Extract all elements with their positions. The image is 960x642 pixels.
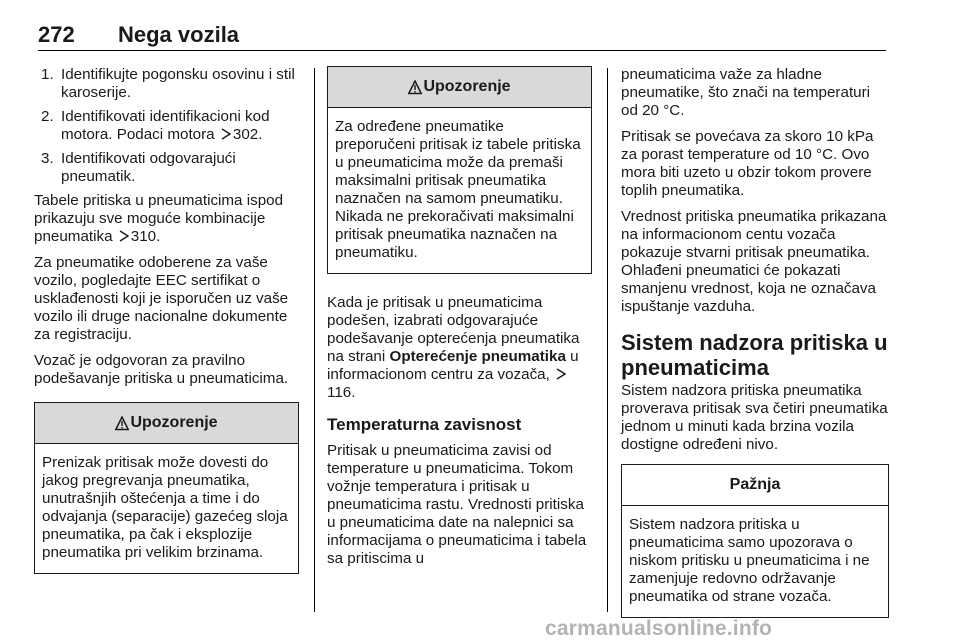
- warning-text: Prenizak pritisak može dovesti do jakog pregrevanja pneumatika, unutrašnjih oštećenja a time i do odvajanja (separacije) gazećeg sloja pneumatika, pa čak i eksplozije pneumatika pri velikim brzinama.: [42, 454, 288, 561]
- column-1: [34, 66, 299, 586]
- warning-box: [327, 66, 592, 274]
- column-2: [327, 66, 592, 576]
- warning-header: [328, 67, 591, 108]
- page-reference-icon: [221, 128, 231, 140]
- paragraph: Vrednost pritiska pneumatika prikazana na informacionom centu vozača pokazuje stvarni pritisak pneumatika. Ohlađeni pneumatici će pokazati smanjenu vrednost, koja ne označava ispuštanje vazduha.: [621, 208, 887, 315]
- page-number: 272: [38, 22, 75, 47]
- column-divider-1: [314, 68, 315, 612]
- list-item: 3. Identifikovati odgovarajući pneumatik.: [41, 150, 236, 185]
- note-text: Sistem nadzora pritiska u pneumaticima samo upozorava o niskom pritisku u pneumaticima i ne zamenjuje redovno održavanje pneumatika od strane vozača.: [629, 516, 870, 605]
- warning-text: Za određene pneumatike preporučeni pritisak iz tabele pritiska u pneumaticima može da premaši maksimalni pritisak pneumatika naznačen na samom pneumatiku. Nikada ne prekoračivati maksimalni pritisak pneumatika naznačen na pneumatiku.: [335, 118, 581, 261]
- watermark: carmanualsonline.info: [545, 617, 773, 640]
- warning-box: [34, 402, 299, 574]
- list-item: 2. Identifikovati identifikacioni kod motora. Podaci motora 302.: [41, 108, 270, 143]
- note-box: [621, 464, 889, 618]
- paragraph: Sistem nadzora pritiska pneumatika proverava pritisak sva četiri pneumatika jednom u minuti kada brzina vozila dostigne određeni nivo.: [621, 382, 888, 453]
- note-title: Pažnja: [729, 476, 781, 493]
- paragraph: Kada je pritisak u pneumaticima podešen, izabrati odgovarajuće podešavanje opterećenja pneumatika na strani Opterećenje pneumatika u informacionom centru za vozača, 116.: [327, 294, 580, 401]
- header-divider: [38, 50, 886, 51]
- section-heading: Temperaturna zavisnost: [327, 415, 522, 434]
- warning-triangle-icon: [115, 416, 129, 431]
- steps-list: [34, 66, 299, 186]
- setting-name: Opterećenje pneumatika: [389, 348, 566, 365]
- note-header: [622, 465, 888, 506]
- page-link[interactable]: 116.: [327, 384, 356, 401]
- page-reference-icon: [556, 368, 566, 380]
- list-item: 1. Identifikujte pogonsku osovinu i stil karoserije.: [41, 66, 295, 101]
- paragraph: Pritisak u pneumaticima zavisi od temperature u pneumaticima. Tokom vožnje temperatura i pritisak u pneumaticima rastu. Vrednosti pritiska u pneumaticima date na nalepnici sa informacijama o pneumaticima i tabela sa pritiscima u: [327, 442, 587, 567]
- section-heading: Sistem nadzora pritiska u pneumaticima: [621, 330, 888, 380]
- page-link[interactable]: 310.: [130, 228, 161, 245]
- paragraph: Tabele pritiska u pneumaticima ispod prikazuju sve moguće kombinacije pneumatika 310.: [34, 192, 284, 245]
- warning-triangle-icon: [408, 80, 422, 95]
- paragraph: Za pneumatike odoberene za vaše vozilo, pogledajte EEC sertifikat o usklađenosti koji je isporučen uz vaše vozilo ili druge nacionalne dokumente za registraciju.: [34, 254, 289, 343]
- page-link[interactable]: 302.: [232, 126, 263, 143]
- column-divider-2: [607, 68, 608, 612]
- warning-title: Upozorenje: [130, 414, 218, 431]
- warning-title: Upozorenje: [423, 78, 511, 95]
- page-title: Nega vozila: [118, 22, 240, 47]
- paragraph: pneumaticima važe za hladne pneumatike, što znači na temperaturi od 20 °C.: [621, 66, 871, 119]
- warning-header: [35, 403, 298, 444]
- page-reference-icon: [119, 230, 129, 242]
- paragraph: Pritisak se povećava za skoro 10 kPa za porast temperature od 10 °C. Ovo mora biti uzeto u obzir tokom provere toplih pneumatika.: [621, 128, 874, 199]
- page-header: [38, 22, 886, 52]
- column-3: [621, 66, 889, 630]
- paragraph: Vozač je odgovoran za pravilno podešavanje pritiska u pneumaticima.: [34, 352, 289, 387]
